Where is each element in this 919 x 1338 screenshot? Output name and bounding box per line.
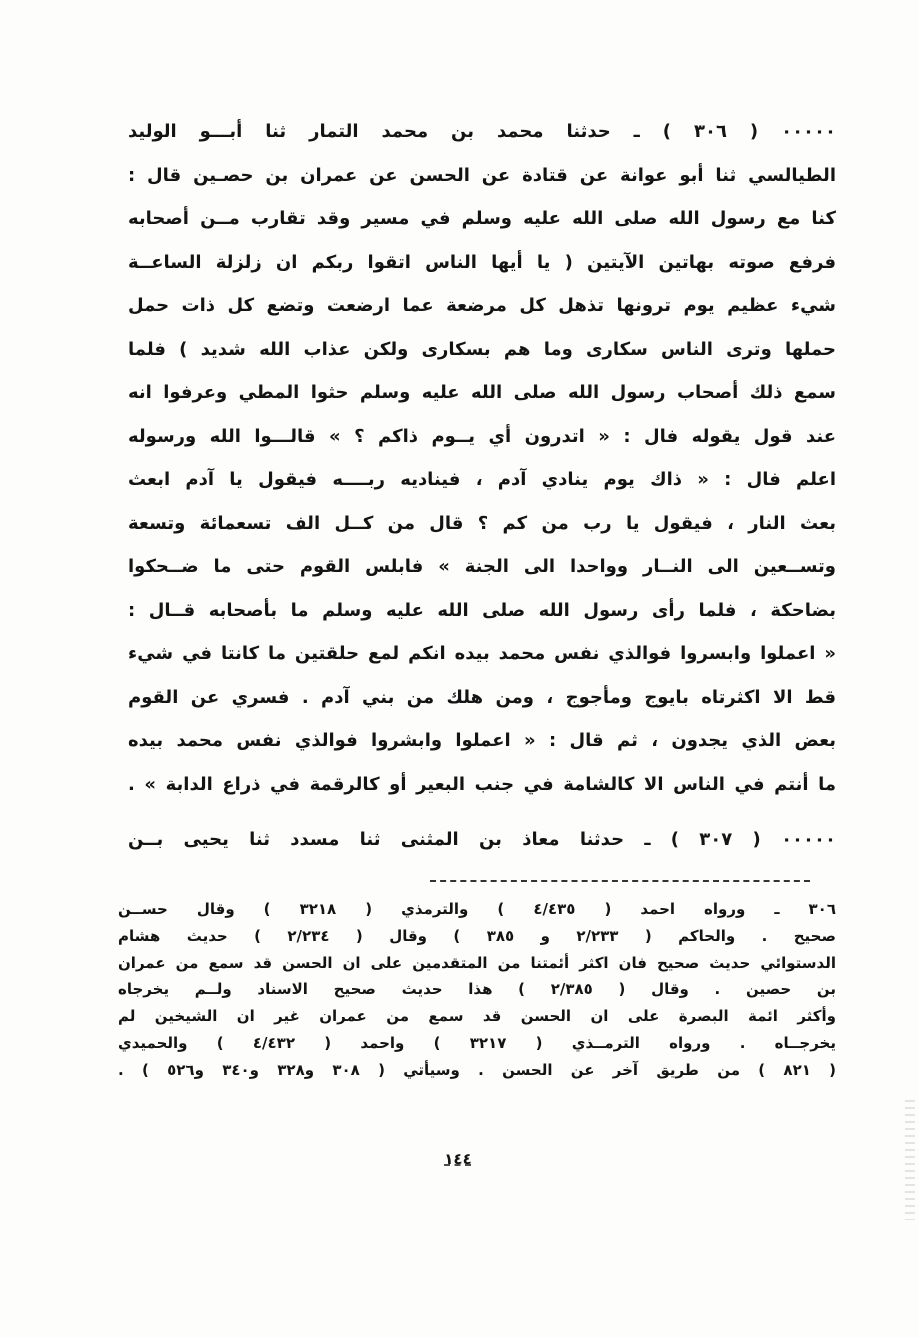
text-line: حملها وترى الناس سكارى وما هم بسكارى ولكن عذاب الله شديد ) فلما — [128, 338, 836, 360]
text-line: ما أنتم في الناس الا كالشامة في جنب البعير أو كالرقمة في ذراع الدابة » . — [128, 773, 836, 795]
hadith-307-opening: ٠٠٠٠٠ ( ٣٠٧ ) ـ حدثنا معاذ بن المثنى ثنا مسدد ثنا يحيى بــن — [128, 829, 836, 850]
text-line: فرفع صوته بهاتين الآيتين ( يا أيها الناس اتقوا ربكم ان زلزلة الساعــة — [128, 251, 836, 273]
text-line: عند قول يقوله فال : « اتدرون أي يــوم ذاكم ؟ » قالـــوا الله ورسوله — [128, 425, 836, 447]
footnotes — [118, 896, 836, 1084]
footnote-line: بن حصين . وقال ( ٢/٣٨٥ ) هذا حديث صحيح الاسناد ولــم يخرجاه — [118, 980, 836, 999]
footnote-line: يخرجــاه . ورواه الترمــذي ( ٣٢١٧ ) واحمد ( ٤/٤٣٢ ) والحميدي — [118, 1033, 836, 1052]
text-line: ٠٠٠٠٠ ( ٣٠٦ ) ـ حدثنا محمد بن محمد التمار ثنا أبـــو الوليد — [128, 121, 836, 142]
footnote-divider — [430, 880, 810, 882]
text-line: شيء عظيم يوم ترونها تذهل كل مرضعة عما ارضعت وتضع كل ذات حمل — [128, 295, 836, 316]
hadith-306-body — [128, 110, 836, 806]
page-number: ١٤٤ — [444, 1150, 472, 1168]
text-line: اعلم فال : « ذاك يوم ينادي آدم ، فيناديه ربــــه فيقول يا آدم ابعث — [128, 469, 836, 490]
text-line: بعث النار ، فيقول يا رب من كم ؟ قال من كــل الف تسعمائة وتسعة — [128, 512, 836, 534]
text-line: « اعملوا وابسروا فوالذي نفس محمد بيده انكم لمع حلقتين ما كانتا في شيء — [128, 643, 836, 664]
text-line: سمع ذلك أصحاب رسول الله صلى الله عليه وسلم حثوا المطي وعرفوا انه — [128, 382, 836, 403]
footnote-line: الدستوائي حديث صحيح فان اكثر أئمتنا من المتقدمين على ان الحسن قد سمع من عمران — [118, 953, 836, 972]
text-line: بضاحكة ، فلما رأى رسول الله صلى الله عليه وسلم ما بأصحابه قــال : — [128, 599, 836, 621]
text-line: قط الا اكثرتاه بايوج ومأجوج ، ومن هلك من بني آدم . فسري عن القوم — [128, 686, 836, 708]
footnote-line: ٣٠٦ ـ ورواه احمد ( ٤/٤٣٥ ) والترمذي ( ٣٢١٨ ) وقال حســن — [118, 900, 836, 918]
footnote-line: وأكثر ائمة البصرة على ان الحسن قد سمع من عمران غير ان الشيخين لم — [118, 1007, 836, 1026]
text-line: وتســعين الى النــار وواحدا الى الجنة » فابلس القوم حتى ما ضــحكوا — [128, 556, 836, 577]
text-line: بعض الذي يجدون ، ثم قال : « اعملوا وابشروا فوالذي نفس محمد بيده — [128, 730, 836, 751]
scan-edge-marks — [905, 1100, 915, 1220]
text-line: كنا مع رسول الله صلى الله عليه وسلم في مسير وقد تقارب مــن أصحابه — [128, 208, 836, 229]
footnote-line: صحيح . والحاكم ( ٢/٢٣٣ و ٣٨٥ ) وقال ( ٢/٢٣٤ ) حديث هشام — [118, 926, 836, 945]
text-line: الطيالسي ثنا أبو عوانة عن قتادة عن الحسن عن عمران بن حصـين قال : — [128, 164, 836, 186]
footnote-line: ( ٨٢١ ) من طريق آخر عن الحسن . وسيأتي ( ٣٠٨ و٣٢٨ و٣٤٠ و٥٢٦ ) . — [118, 1060, 836, 1079]
